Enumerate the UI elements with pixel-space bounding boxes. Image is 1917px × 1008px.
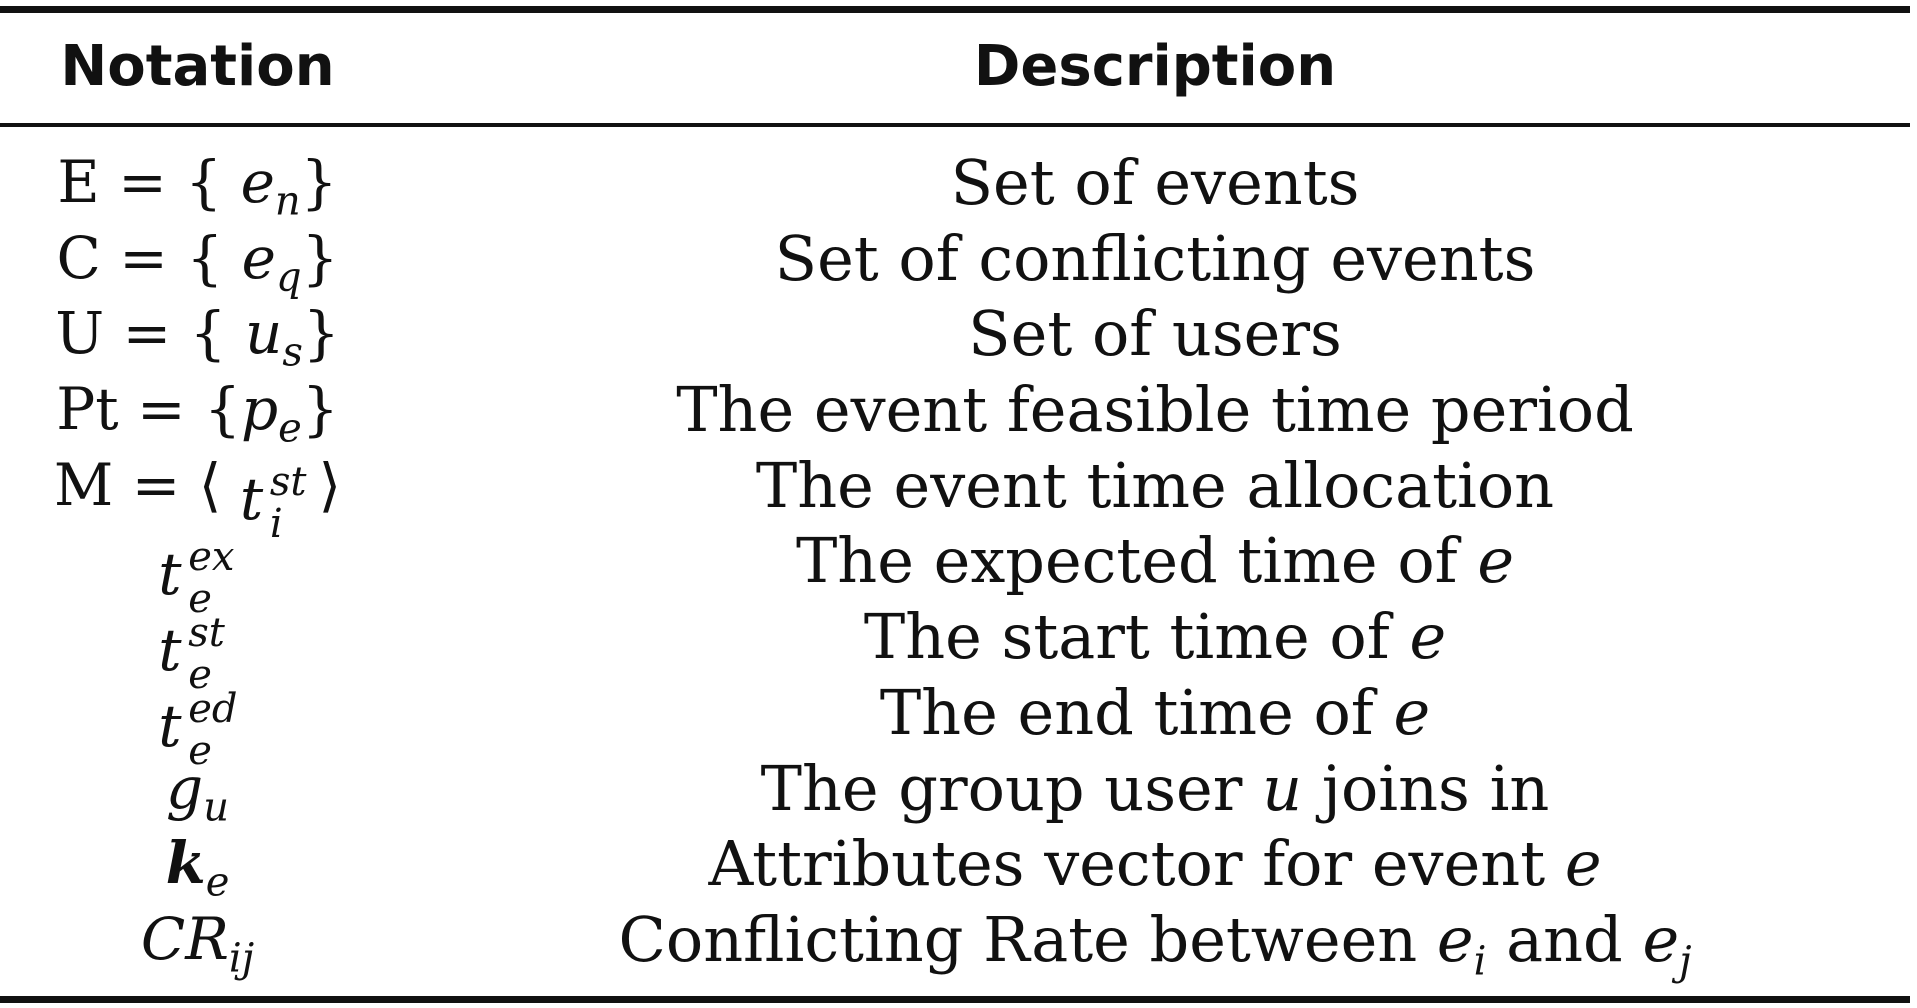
notation-cell: t st e xyxy=(158,610,225,699)
table-row xyxy=(0,675,1910,774)
table-header xyxy=(0,22,1910,117)
description-cell: The event feasible time period xyxy=(676,373,1634,447)
notation-cell: t ed e xyxy=(158,685,238,774)
table-row xyxy=(0,296,1910,376)
description-cell: The start time of e xyxy=(863,600,1447,674)
notation-cell: $CR_{ij}$ xyxy=(140,904,255,982)
header-rule xyxy=(0,123,1910,127)
notation-cell: $Pt = \{p_e\}$ xyxy=(56,375,339,452)
table-row xyxy=(0,448,1910,547)
table-row xyxy=(0,599,1910,699)
description-cell: The expected time of e xyxy=(795,524,1515,598)
description-cell: Set of conflicting events xyxy=(774,221,1536,295)
description-cell: The end time of e xyxy=(879,675,1431,749)
notation-cell: $k_e$ xyxy=(165,829,230,906)
table-row xyxy=(0,145,1910,225)
table-body xyxy=(0,145,1910,985)
notation-cell: $g_u$ xyxy=(166,753,229,831)
description-cell: Set of users xyxy=(968,297,1342,371)
header-notation: Notation xyxy=(60,34,335,99)
description-cell: The event time allocation xyxy=(755,448,1555,522)
notation-cell: U = { $u_s$} xyxy=(55,299,340,376)
table-row xyxy=(0,372,1910,452)
description-cell: Conflicting Rate between $e_i$ and $e_j$ xyxy=(618,902,1692,985)
table-row xyxy=(0,902,1910,985)
notation-cell: M = ⟨ t st i ⟩ xyxy=(53,450,342,547)
notation-cell: C = { $e_q$} xyxy=(56,223,339,301)
description-cell: The group user u joins in xyxy=(760,751,1550,825)
notation-cell: E = { $e_n$} xyxy=(57,148,338,225)
table-row xyxy=(0,523,1910,623)
bottom-rule xyxy=(0,996,1910,1003)
table-row xyxy=(0,751,1910,831)
notation-cell: t ex e xyxy=(158,534,235,623)
table-row xyxy=(0,221,1910,301)
table-row xyxy=(0,826,1910,906)
header-description: Description xyxy=(973,34,1337,99)
top-rule xyxy=(0,6,1910,13)
description-cell: Set of events xyxy=(950,146,1360,219)
description-cell: Attributes vector for event e xyxy=(708,827,1602,901)
